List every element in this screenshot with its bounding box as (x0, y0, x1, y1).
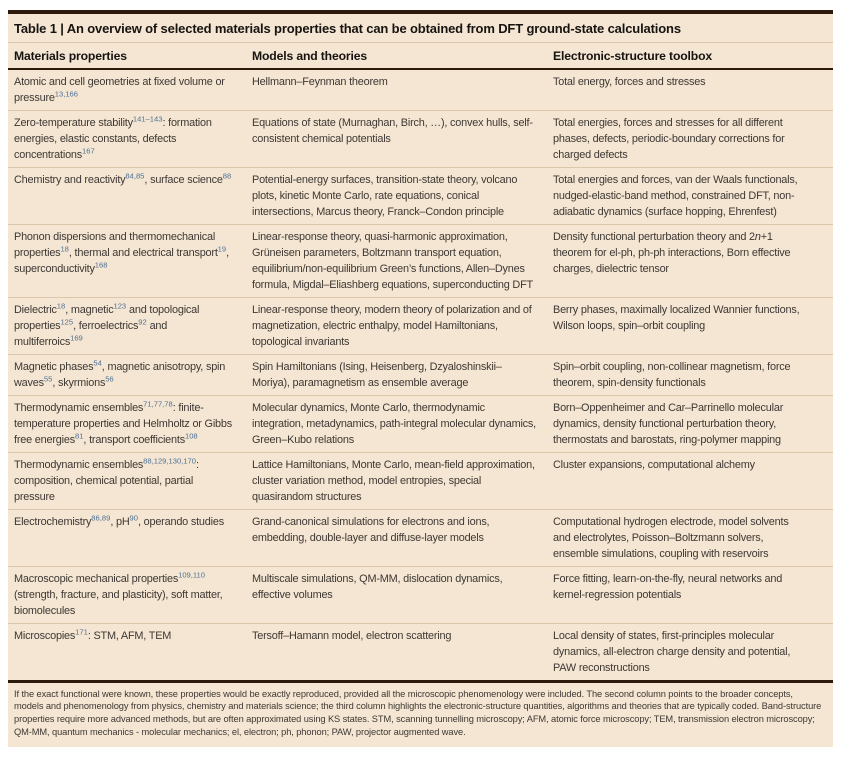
table-title (8, 14, 833, 43)
cell-models-theories: Linear-response theory, quasi-harmonic approximation, Grüneisen parameters, Boltzmann transport equation, equilibrium/non-equilibrium Green’s functions, Allen–Dynes formula, Migdal–Eliashberg equations, superconducting DFT (252, 231, 533, 291)
cell-electronic-toolbox: Total energy, forces and stresses (553, 76, 706, 88)
cell-electronic-toolbox: Total energies and forces, van der Waals functionals, nudged-elastic-band method, constrained DFT, non-adiabatic dynamics (surface hopping, Ehrenfest) (553, 174, 798, 218)
cell-materials-property: Macroscopic mechanical properties$^{109,110}$ (strength, fracture, and plasticity), soft matter, biomolecules (14, 570, 223, 617)
table-row (8, 623, 833, 680)
cell-electronic-toolbox: Born–Oppenheimer and Car–Parrinello molecular dynamics, density functional perturbation theory, thermostats and barostats, ring-polymer mapping (553, 402, 784, 446)
table-row (8, 354, 833, 395)
cell-materials-property: Thermodynamic ensembles$^{88,129,130,170}$: composition, chemical potential, partial pressure (14, 456, 199, 503)
cell-materials-property: Thermodynamic ensembles$^{71,77,78}$: finite-temperature properties and Helmholtz or Gibbs free energies$^{81}$, transport coefficients$^{108}$ (14, 399, 232, 446)
table-row (8, 70, 833, 110)
table-label: Table 1 | (14, 21, 64, 36)
cell-materials-property: Magnetic phases$^{54}$, magnetic anisotropy, spin waves$^{55}$, skyrmions$^{56}$ (14, 358, 226, 389)
table-row (8, 566, 833, 623)
cell-electronic-toolbox: Spin–orbit coupling, non-collinear magnetism, force theorem, spin-density functionals (553, 361, 791, 389)
table-row (8, 452, 833, 509)
cell-models-theories: Potential-energy surfaces, transition-state theory, volcano plots, kinetic Monte Carlo, rate equations, conical intersections, Marcus theory, Franck–Condon principle (252, 174, 518, 218)
table-row (8, 509, 833, 566)
table-row (8, 110, 833, 167)
cell-electronic-toolbox: Total energies, forces and stresses for all different phases, defects, periodic-boundary corrections for charged defects (553, 117, 785, 161)
cell-electronic-toolbox: Force fitting, learn-on-the-fly, neural networks and kernel-regression potentials (553, 573, 783, 601)
cell-models-theories: Linear-response theory, modern theory of polarization and of magnetization, electric enthalpy, model Hamiltonians, topological invariants (252, 304, 532, 348)
materials-properties-table (8, 10, 833, 747)
cell-electronic-toolbox: Density functional perturbation theory and 2n+1 theorem for el-ph, ph-ph interactions, Born effective charges, dielectric tensor (553, 231, 791, 275)
cell-electronic-toolbox: Local density of states, first-principles molecular dynamics, all-electron charge density and potential, PAW reconstructions (553, 630, 791, 674)
cell-materials-property: Electrochemistry$^{86,89}$, $pH^{90}$, operando studies (14, 513, 224, 528)
cell-materials-property: Microscopies$^{171}$: STM, AFM, TEM (14, 627, 172, 642)
table-row (8, 224, 833, 297)
cell-electronic-toolbox: Berry phases, maximally localized Wannier functions, Wilson loops, spin–orbit coupling (553, 304, 800, 332)
cell-materials-property: Phonon dispersions and thermomechanical properties$^{18}$, thermal and electrical transport$^{19}$, superconductivity$^{168}$ (14, 231, 229, 275)
cell-models-theories: Molecular dynamics, Monte Carlo, thermodynamic integration, metadynamics, path-integral molecular dynamics, Green–Kubo relations (252, 402, 536, 446)
cell-models-theories: Hellmann–Feynman theorem (252, 76, 388, 88)
cell-models-theories: Lattice Hamiltonians, Monte Carlo, mean-field approximation, cluster variation method, model entropies, special quasirandom structures (252, 459, 535, 503)
cell-models-theories: Equations of state (Murnaghan, Birch, …), convex hulls, self-consistent chemical potentials (252, 117, 533, 145)
cell-materials-property: Zero-temperature stability$^{141-143}$: formation energies, elastic constants, defects concentrations$^{167}$ (14, 114, 212, 161)
table-row (8, 395, 833, 452)
column-header-electronic-structure-toolbox: Electronic-structure toolbox (553, 49, 712, 63)
table-title-text: An overview of selected materials properties that can be obtained from DFT ground-state calculations (66, 21, 681, 36)
cell-materials-property: Atomic and cell geometries at fixed volume or pressure$^{13,166}$ (14, 76, 225, 104)
cell-materials-property: Dielectric$^{18}$, magnetic$^{123}$ and topological properties$^{125}$, ferroelectrics$^{92}$ and multiferroics$^{169}$ (14, 301, 200, 348)
cell-electronic-toolbox: Cluster expansions, computational alchemy (553, 459, 755, 471)
cell-models-theories: Tersoff–Hamann model, electron scattering (252, 630, 452, 642)
cell-models-theories: Spin Hamiltonians (Ising, Heisenberg, Dzyaloshinskii–Moriya), paramagnetism as ensemble average (252, 361, 502, 389)
table-row (8, 167, 833, 224)
table-body (8, 70, 833, 680)
column-header-materials-properties: Materials properties (14, 49, 127, 63)
column-header-models-theories: Models and theories (252, 49, 367, 63)
cell-materials-property: Chemistry and reactivity$^{84,85}$, surface science$^{88}$ (14, 171, 232, 186)
table-footnote: If the exact functional were known, these properties would be exactly reproduced, provided all the microscopic phenomenology were included. The second column points to the broader concepts, models and phenomenology from physics, chemistry and materials science; the third column highlights the electronic-structure quantities, algorithms and theories that are typically coded. Band-structure properties require more advanced methods, but are often approximated using KS states. STM, scanning tunnelling microscopy; AFM, atomic force microscopy; TEM, transmission electron microscopy; QM-MM, quantum mechanics - molecular mechanics; el, electron; ph, phonon; PAW, projector augmented wave. (14, 688, 822, 737)
table-row (8, 297, 833, 354)
cell-electronic-toolbox: Computational hydrogen electrode, model solvents and electrolytes, Poisson–Boltzmann solvers, ensemble simulations, coupling with reservoirs (553, 516, 789, 560)
cell-models-theories: Multiscale simulations, QM-MM, dislocation dynamics, effective volumes (252, 573, 503, 601)
table-header-row (8, 43, 833, 70)
cell-models-theories: Grand-canonical simulations for electrons and ions, embedding, double-layer and diffuse-layer models (252, 516, 490, 544)
